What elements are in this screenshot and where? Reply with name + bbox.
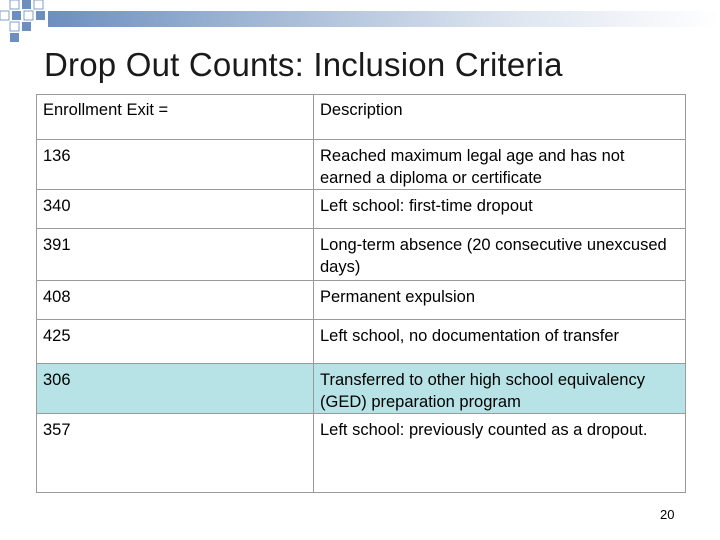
description-cell: Left school, no documentation of transfer	[314, 320, 686, 364]
table-header-row	[37, 95, 686, 140]
table-row	[37, 190, 686, 229]
exit-code-cell: 425	[37, 320, 314, 364]
table-row	[37, 320, 686, 364]
checkered-squares-icon	[0, 0, 60, 50]
table-row	[37, 229, 686, 281]
description-cell: Permanent expulsion	[314, 281, 686, 320]
page-number: 20	[660, 507, 675, 522]
description-cell: Long-term absence (20 consecutive unexcused days)	[314, 229, 686, 281]
table-row	[37, 140, 686, 190]
description-cell: Left school: first-time dropout	[314, 190, 686, 229]
slide-decoration	[0, 0, 720, 50]
description-cell: Left school: previously counted as a dropout.	[314, 414, 686, 493]
highlighted-table-row	[37, 364, 686, 414]
exit-code-cell: 340	[37, 190, 314, 229]
exit-code-cell: 136	[37, 140, 314, 190]
exit-code-cell: 306	[37, 364, 314, 414]
exit-code-cell: 408	[37, 281, 314, 320]
header-description: Description	[314, 95, 686, 140]
exit-code-cell: 357	[37, 414, 314, 493]
table-row	[37, 281, 686, 320]
inclusion-criteria-table	[36, 94, 686, 493]
header-enrollment-exit: Enrollment Exit =	[37, 95, 314, 140]
slide-title: Drop Out Counts: Inclusion Criteria	[44, 46, 563, 83]
description-cell: Reached maximum legal age and has not earned a diploma or certificate	[314, 140, 686, 190]
exit-code-cell: 391	[37, 229, 314, 281]
description-cell: Transferred to other high school equivalency (GED) preparation program	[314, 364, 686, 414]
title-gradient-bar	[48, 11, 720, 27]
table-row	[37, 414, 686, 493]
